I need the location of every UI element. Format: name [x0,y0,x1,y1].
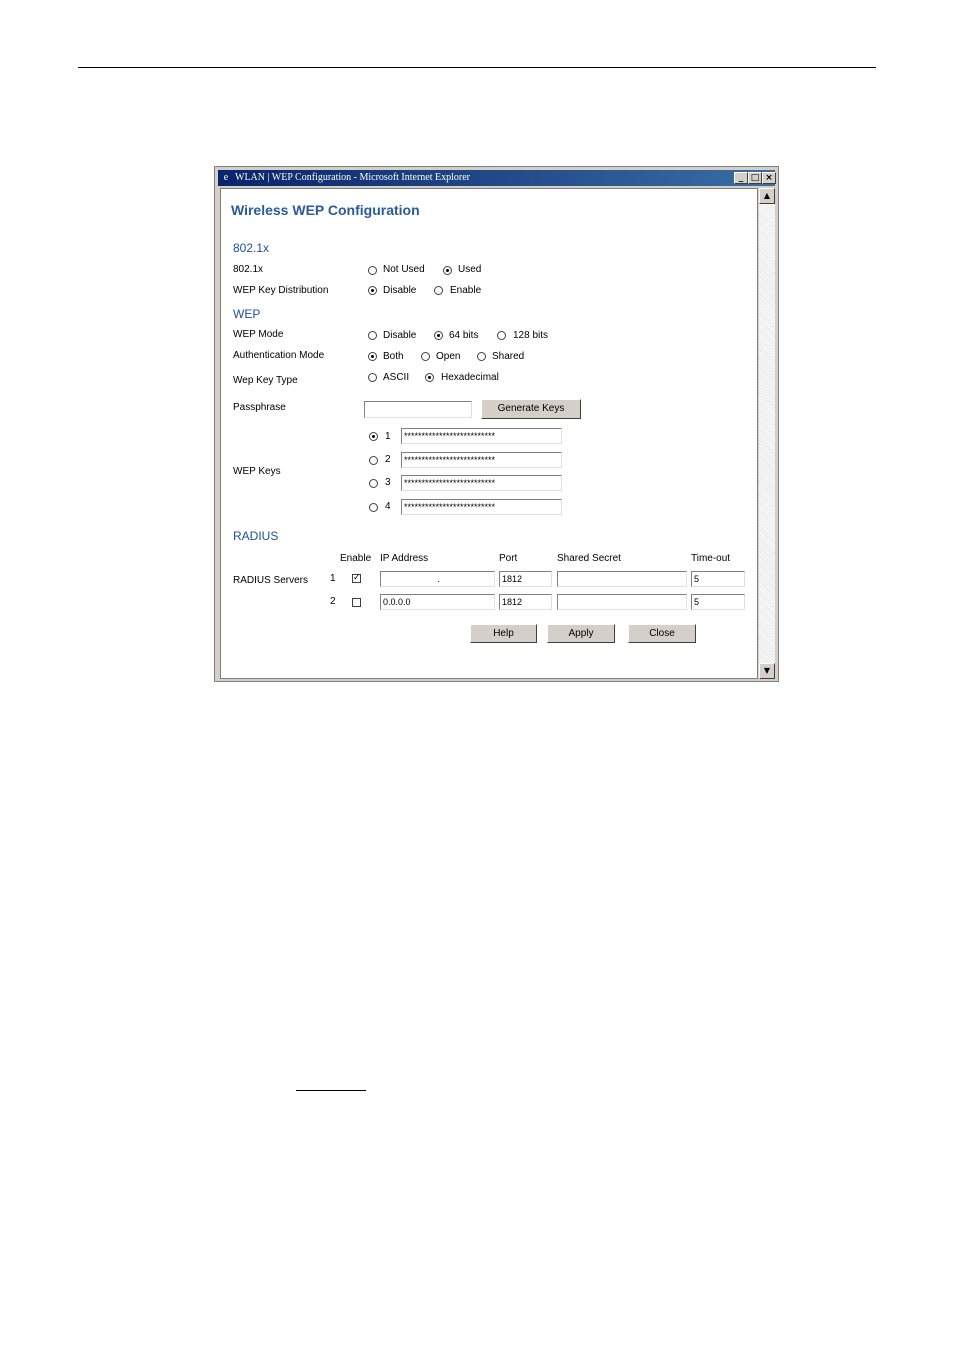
wep-mode-128-radio[interactable] [497,331,506,340]
key-dist-disable-radio[interactable] [368,286,377,295]
keytype-hex-label: Hexadecimal [441,372,499,383]
close-window-button[interactable]: × [762,172,776,184]
maximize-button[interactable]: □ [748,172,762,184]
footnote-rule [296,1090,366,1091]
key-dist-enable-label: Enable [450,285,482,296]
8021x-used-label: Used [458,264,482,275]
radius-row-2-num: 2 [330,596,336,607]
col-secret-header: Shared Secret [557,553,621,564]
auth-mode-label: Authentication Mode [233,350,325,361]
keytype-hex-radio[interactable] [425,373,434,382]
radius-servers-label: RADIUS Servers [233,575,309,586]
vertical-scrollbar[interactable] [759,188,775,679]
wep-mode-64-label: 64 bits [449,330,479,341]
window-title: WLAN | WEP Configuration - Microsoft Internet Explorer [235,172,470,183]
minimize-button[interactable]: _ [734,172,748,184]
help-button[interactable]: Help [470,624,537,643]
section-wep-heading: WEP [233,307,261,321]
wep-keys-label: WEP Keys [233,466,281,477]
browser-window [214,166,779,682]
key-dist-enable-radio[interactable] [434,286,443,295]
wep-key-distribution-label: WEP Key Distribution [233,285,329,296]
wep-key-4-index: 4 [385,501,391,512]
passphrase-input[interactable] [364,401,472,418]
auth-shared-label: Shared [492,351,525,362]
col-ip-header: IP Address [380,553,429,564]
keytype-ascii-radio[interactable] [368,373,377,382]
wep-key-1-input[interactable]: ************************** [401,428,562,444]
radius-row-1-timeout-input[interactable]: 5 [691,571,745,587]
passphrase-label: Passphrase [233,402,286,413]
page-top-rule [78,67,876,68]
ie-icon: e [223,172,229,183]
radius-row-2-secret-input[interactable] [557,594,687,610]
auth-both-label: Both [383,351,404,362]
page-title: Wireless WEP Configuration [231,202,420,218]
col-enable-header: Enable [340,553,372,564]
wep-mode-128-label: 128 bits [513,330,549,341]
auth-shared-radio[interactable] [477,352,486,361]
radius-row-1-num: 1 [330,573,336,584]
wep-key-1-index: 1 [385,431,391,442]
radius-row-2-enable-checkbox[interactable] [352,598,361,607]
8021x-label: 802.1x [233,264,264,275]
wep-key-1-radio[interactable] [369,432,378,441]
8021x-not-used-label: Not Used [383,264,425,275]
wep-key-2-radio[interactable] [369,456,378,465]
keytype-ascii-label: ASCII [383,372,410,383]
wep-key-2-input[interactable]: ************************** [401,452,562,468]
radius-row-2-port-input[interactable]: 1812 [499,594,552,610]
col-port-header: Port [499,553,518,564]
radius-row-1-port-input[interactable]: 1812 [499,571,552,587]
wep-key-4-radio[interactable] [369,503,378,512]
auth-open-radio[interactable] [421,352,430,361]
8021x-not-used-radio[interactable] [368,266,377,275]
auth-both-radio[interactable] [368,352,377,361]
title-bar [218,170,775,186]
wep-mode-disable-radio[interactable] [368,331,377,340]
section-radius-heading: RADIUS [233,529,279,543]
wep-key-3-radio[interactable] [369,479,378,488]
wep-key-2-index: 2 [385,454,391,465]
radius-row-1-ip-input[interactable]: . [380,571,495,587]
section-8021x-heading: 802.1x [233,241,270,255]
radius-row-2-timeout-input[interactable]: 5 [691,594,745,610]
auth-open-label: Open [436,351,461,362]
key-dist-disable-label: Disable [383,285,417,296]
col-timeout-header: Time-out [691,553,731,564]
radius-row-1-secret-input[interactable] [557,571,687,587]
radius-row-1-enable-checkbox[interactable]: ✓ [353,573,361,583]
generate-keys-button[interactable]: Generate Keys [481,399,581,419]
wep-mode-64-radio[interactable] [434,331,443,340]
wep-key-3-index: 3 [385,477,391,488]
wep-mode-disable-label: Disable [383,330,417,341]
wep-key-4-input[interactable]: ************************** [401,499,562,515]
apply-button[interactable]: Apply [547,624,615,643]
scroll-up-icon[interactable]: ▲ [759,188,775,204]
radius-row-2-ip-input[interactable]: 0.0.0.0 [380,594,495,610]
close-button[interactable]: Close [628,624,696,643]
scroll-down-icon[interactable]: ▼ [759,663,775,679]
8021x-used-radio[interactable] [443,266,452,275]
wep-key-3-input[interactable]: ************************** [401,475,562,491]
wep-mode-label: WEP Mode [233,329,284,340]
page-content [220,188,758,679]
wep-key-type-label: Wep Key Type [233,375,298,386]
